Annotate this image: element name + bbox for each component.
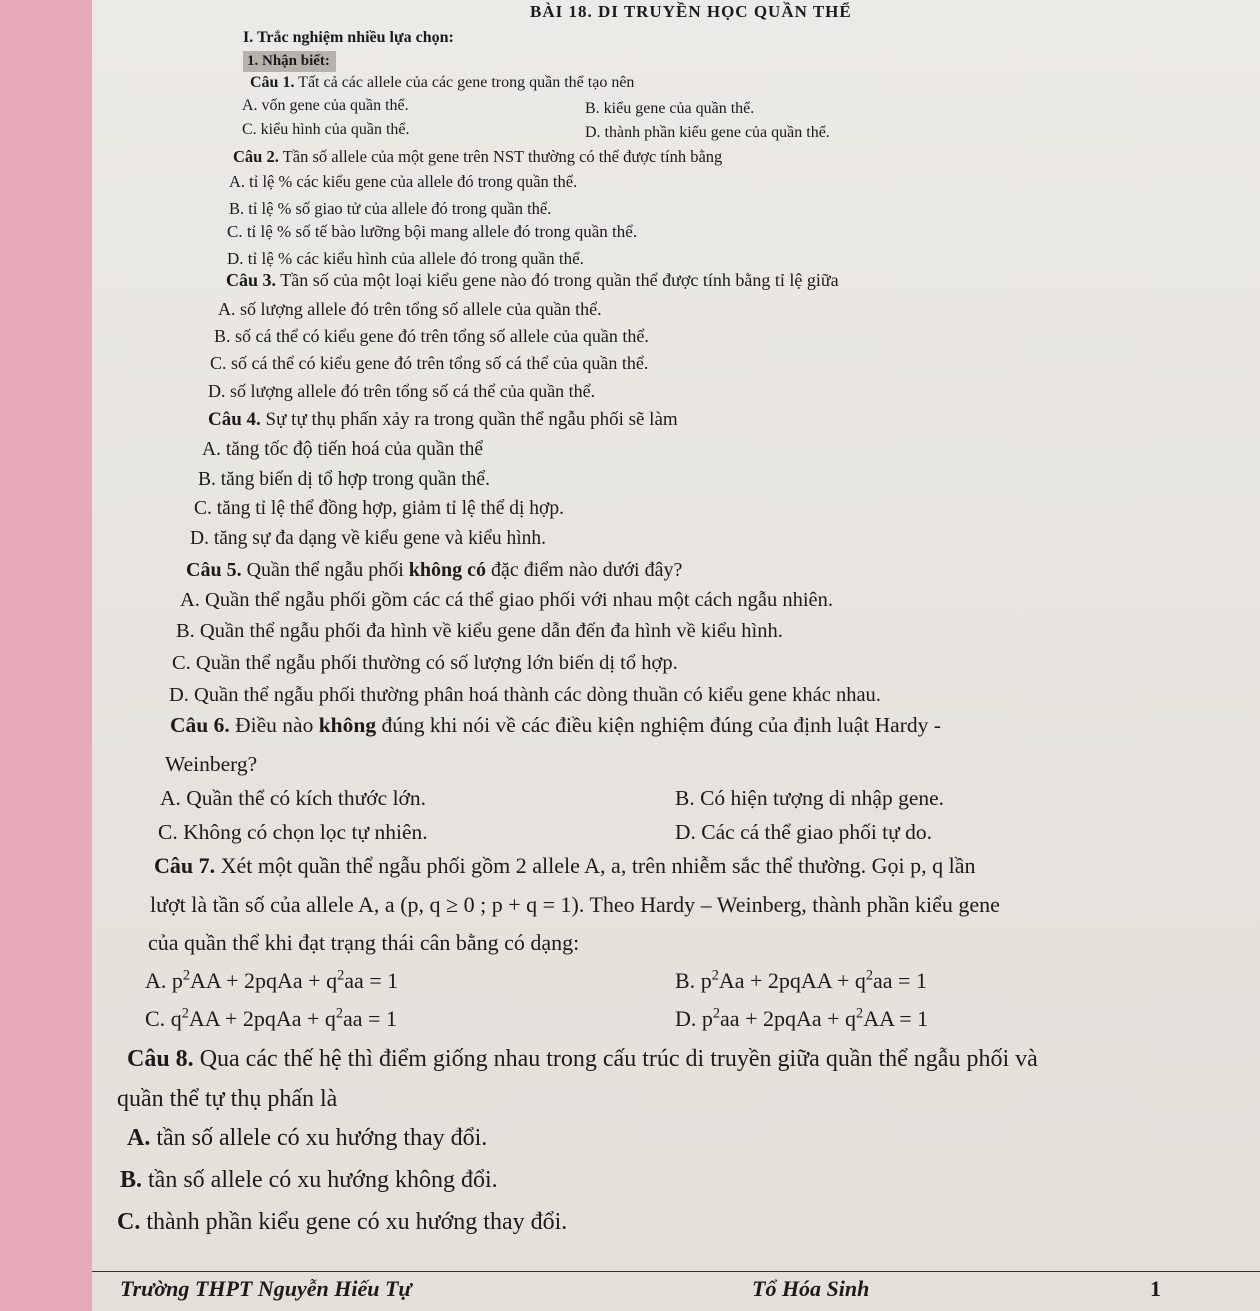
option-letter: D. xyxy=(675,1006,697,1031)
question-label: Câu 3. xyxy=(226,270,277,290)
option-7d xyxy=(675,1006,928,1032)
option-letter: A. xyxy=(145,968,167,993)
option-8a xyxy=(127,1125,487,1152)
question-emphasis: không có xyxy=(408,559,487,581)
option-5d: D. Quần thể ngẫu phối thường phân hoá thành các dòng thuần có kiểu gene khác nhau. xyxy=(169,684,881,706)
level-badge: 1. Nhận biết: xyxy=(243,51,336,72)
question-text-pre: Quần thể ngẫu phối xyxy=(246,559,409,581)
option-3a: A. số lượng allele đó trên tổng số allele của quần thể. xyxy=(218,299,602,319)
question-text-post: đặc điểm nào dưới đây? xyxy=(486,559,683,581)
option-letter: B. xyxy=(675,968,696,993)
option-6c: C. Không có chọn lọc tự nhiên. xyxy=(158,820,428,844)
question-text: Qua các thế hệ thì điểm giống nhau trong cấu trúc di truyền giữa quần thể ngẫu phối và xyxy=(199,1046,1038,1072)
question-7-line-2: lượt là tần số của allele A, a (p, q ≥ 0 ; p + q = 1). Theo Hardy – Weinberg, thành phần kiểu gene xyxy=(150,892,1000,917)
option-2c: C. tỉ lệ % số tế bào lưỡng bội mang allele đó trong quần thể. xyxy=(227,222,638,241)
question-text: Xét một quần thể ngẫu phối gồm 2 allele A, a, trên nhiễm sắc thể thường. Gọi p, q lần xyxy=(220,853,976,878)
question-label: Câu 1. xyxy=(250,74,295,91)
option-3c: C. số cá thể có kiểu gene đó trên tổng số cá thể của quần thể. xyxy=(210,353,649,373)
option-1d: D. thành phần kiểu gene của quần thể. xyxy=(585,124,830,141)
footer-department: Tổ Hóa Sinh xyxy=(752,1276,870,1301)
question-6 xyxy=(170,713,941,738)
option-6b: B. Có hiện tượng di nhập gene. xyxy=(675,786,945,810)
option-7b xyxy=(675,968,927,994)
question-7 xyxy=(154,853,976,879)
option-5a: A. Quần thể ngẫu phối gồm các cá thể giao phối với nhau một cách ngẫu nhiên. xyxy=(180,589,833,611)
footer-rule xyxy=(92,1271,1260,1272)
question-3 xyxy=(226,270,839,291)
formula-7c: $q^2AA$ + 2pqAa + $q^2aa = 1$ xyxy=(170,1005,397,1031)
question-2 xyxy=(233,147,722,167)
option-6a: A. Quần thể có kích thước lớn. xyxy=(160,786,427,810)
question-text: Tần số của một loại kiểu gene nào đó trong quần thể được tính bằng tỉ lệ giữa xyxy=(280,270,839,290)
question-text: Tất cả các allele của các gene trong quần thể tạo nên xyxy=(298,74,635,91)
question-label: Câu 6. xyxy=(170,713,230,737)
question-8-line-2: quần thể tự thụ phấn là xyxy=(117,1086,338,1112)
option-letter: B. xyxy=(120,1167,143,1193)
option-text: thành phần kiểu gene có xu hướng thay đổi. xyxy=(146,1209,568,1235)
formula-7b: $p^2Aa$ + 2pqAA + $q^2aa = 1$ xyxy=(700,967,927,993)
option-7c xyxy=(145,1006,397,1032)
option-6d: D. Các cá thể giao phối tự do. xyxy=(675,820,933,844)
question-5 xyxy=(186,559,682,582)
question-1 xyxy=(250,74,634,92)
option-4c: C. tăng tỉ lệ thể đồng hợp, giảm tỉ lệ thể dị hợp. xyxy=(194,498,564,519)
option-1b: B. kiểu gene của quần thể. xyxy=(585,100,755,117)
question-label: Câu 8. xyxy=(127,1046,194,1072)
option-1c: C. kiểu hình của quần thể. xyxy=(242,121,410,138)
formula-7a: $p^2AA$ + 2pqAa + $q^2aa = 1$ xyxy=(171,967,399,993)
question-text: Tần số allele của một gene trên NST thường có thể được tính bằng xyxy=(282,147,723,166)
option-2d: D. tỉ lệ % các kiểu hình của allele đó trong quần thể. xyxy=(227,249,584,268)
option-text: tần số allele có xu hướng không đổi. xyxy=(148,1167,498,1193)
question-7-line-3: của quần thể khi đạt trạng thái cân bằng có dạng: xyxy=(148,930,580,955)
question-6-continuation: Weinberg? xyxy=(165,752,258,776)
option-3b: B. số cá thể có kiểu gene đó trên tổng số allele của quần thể. xyxy=(214,326,649,346)
question-label: Câu 2. xyxy=(233,147,279,166)
option-8b xyxy=(120,1167,498,1194)
question-label: Câu 7. xyxy=(154,853,216,878)
page-number: 1 xyxy=(1150,1276,1161,1301)
option-letter: A. xyxy=(127,1125,151,1151)
option-3d: D. số lượng allele đó trên tổng số cá thể của quần thể. xyxy=(208,381,596,401)
option-2b: B. tỉ lệ % số giao tử của allele đó trong quần thể. xyxy=(229,199,552,218)
option-8c xyxy=(117,1209,567,1236)
question-8 xyxy=(127,1046,1038,1073)
question-text-pre: Điều nào xyxy=(235,713,319,737)
section-heading: I. Trắc nghiệm nhiều lựa chọn: xyxy=(243,29,454,46)
option-4a: A. tăng tốc độ tiến hoá của quần thể xyxy=(202,439,484,460)
question-label: Câu 4. xyxy=(208,409,261,430)
question-text-post: đúng khi nói về các điều kiện nghiệm đúng của định luật Hardy - xyxy=(376,713,941,737)
option-letter: C. xyxy=(145,1006,166,1031)
option-letter: C. xyxy=(117,1209,141,1235)
option-4b: B. tăng biến dị tổ hợp trong quần thể. xyxy=(198,469,490,490)
question-text: Sự tự thụ phấn xảy ra trong quần thể ngẫu phối sẽ làm xyxy=(265,409,678,430)
question-4 xyxy=(208,409,678,431)
option-5c: C. Quần thể ngẫu phối thường có số lượng lớn biến dị tổ hợp. xyxy=(172,652,678,674)
question-label: Câu 5. xyxy=(186,559,242,581)
option-4d: D. tăng sự đa dạng về kiểu gene và kiểu hình. xyxy=(190,528,547,549)
option-2a: A. tỉ lệ % các kiểu gene của allele đó trong quần thể. xyxy=(229,172,578,191)
option-text: tần số allele có xu hướng thay đổi. xyxy=(156,1125,488,1151)
footer-school: Trường THPT Nguyễn Hiếu Tự xyxy=(120,1276,412,1301)
doc-title: BÀI 18. DI TRUYỀN HỌC QUẦN THỂ xyxy=(530,2,852,21)
option-5b: B. Quần thể ngẫu phối đa hình về kiểu gene dẫn đến đa hình về kiểu hình. xyxy=(176,620,783,642)
option-1a: A. vốn gene của quần thể. xyxy=(242,97,409,114)
option-7a xyxy=(145,968,398,994)
formula-7d: $p^2aa$ + 2pqAa + $q^2AA = 1$ xyxy=(701,1005,929,1031)
question-emphasis: không xyxy=(318,713,377,737)
